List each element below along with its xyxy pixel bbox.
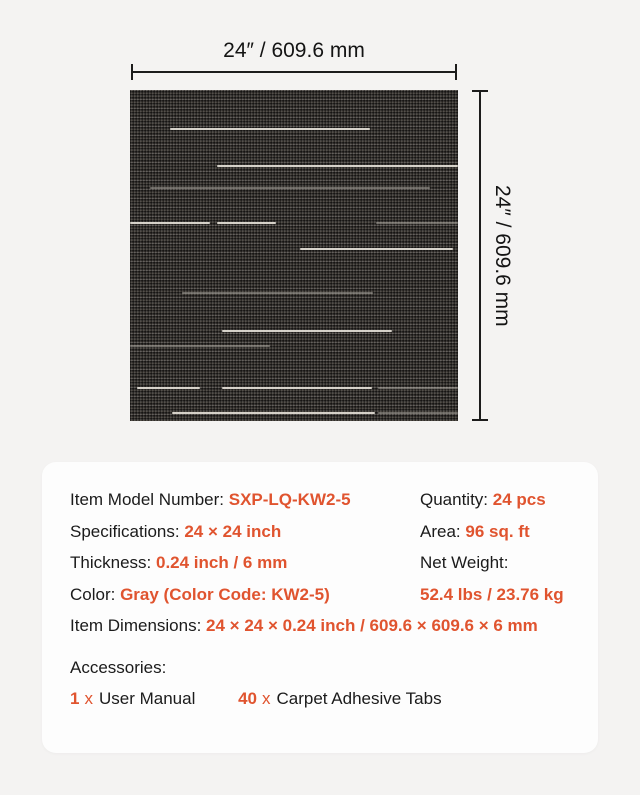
spec-row-net-weight-value bbox=[420, 579, 598, 611]
carpet-streak-texture bbox=[217, 222, 276, 224]
carpet-streak-texture bbox=[137, 387, 200, 389]
accessory-item-adhesive-tabs bbox=[238, 683, 442, 715]
carpet-streak-texture bbox=[217, 165, 458, 167]
carpet-streak-texture bbox=[182, 292, 373, 294]
spec-card bbox=[42, 462, 598, 753]
spec-value: SXP-LQ-KW2-5 bbox=[228, 490, 351, 509]
carpet-streak-texture bbox=[172, 412, 375, 414]
spec-label: Net Weight: bbox=[420, 553, 509, 572]
spec-value: 52.4 lbs / 23.76 kg bbox=[420, 584, 564, 604]
accessories-heading: Accessories: bbox=[70, 657, 167, 677]
spec-value: 24 × 24 × 0.24 inch / 609.6 × 609.6 × 6 mm bbox=[206, 616, 538, 635]
spec-row-net-weight-label bbox=[420, 547, 598, 579]
spec-row-thickness bbox=[70, 547, 420, 579]
carpet-streak-texture bbox=[150, 187, 430, 189]
spec-label: Color: bbox=[70, 584, 121, 604]
carpet-streak-texture bbox=[130, 345, 270, 347]
carpet-tile-image bbox=[130, 90, 458, 421]
accessory-item-user-manual bbox=[70, 683, 195, 715]
spec-row-color bbox=[70, 579, 420, 611]
carpet-streak-texture bbox=[378, 412, 458, 414]
carpet-streak-texture bbox=[378, 387, 458, 389]
spec-row-quantity bbox=[420, 484, 598, 516]
width-dimension-line bbox=[131, 71, 457, 73]
spec-column-left bbox=[70, 484, 420, 610]
spec-label: Item Model Number: bbox=[70, 490, 229, 509]
height-dimension-line bbox=[479, 90, 481, 421]
spec-label: Thickness: bbox=[70, 553, 156, 572]
spec-columns bbox=[70, 484, 598, 610]
accessory-name: User Manual bbox=[98, 689, 196, 708]
accessory-qty: 40 bbox=[238, 689, 257, 708]
spec-row-area bbox=[420, 516, 598, 548]
carpet-streak-texture bbox=[130, 222, 210, 224]
width-dimension-label: 24″ / 609.6 mm bbox=[223, 39, 365, 62]
accessory-name: Carpet Adhesive Tabs bbox=[276, 689, 442, 708]
spec-value: 24 pcs bbox=[492, 490, 546, 509]
spec-value: 0.24 inch / 6 mm bbox=[155, 553, 288, 572]
carpet-streak-texture bbox=[222, 387, 372, 389]
spec-value: Gray (Color Code: KW2-5) bbox=[120, 584, 330, 604]
spec-label: Quantity: bbox=[420, 490, 493, 509]
spec-row-item-model-number bbox=[70, 484, 420, 516]
carpet-streak-texture bbox=[376, 222, 458, 224]
spec-label: Item Dimensions: bbox=[70, 616, 207, 635]
spec-label: Specifications: bbox=[70, 521, 185, 541]
spec-value: 24 × 24 inch bbox=[184, 521, 282, 541]
spec-column-right bbox=[420, 484, 598, 610]
spec-row-item-dimensions bbox=[70, 610, 598, 642]
carpet-streak-texture bbox=[170, 128, 370, 130]
spec-label: Area: bbox=[420, 521, 466, 541]
height-dimension-label: 24″ / 609.6 mm bbox=[491, 184, 514, 327]
accessory-multiplier: x bbox=[84, 689, 93, 708]
accessory-qty: 1 bbox=[70, 689, 80, 708]
spec-row-specifications bbox=[70, 516, 420, 548]
accessories-list bbox=[70, 683, 598, 715]
carpet-streak-texture bbox=[222, 330, 392, 332]
accessory-multiplier: x bbox=[262, 689, 271, 708]
spec-value: 96 sq. ft bbox=[465, 521, 530, 541]
carpet-streak-texture bbox=[300, 248, 453, 250]
